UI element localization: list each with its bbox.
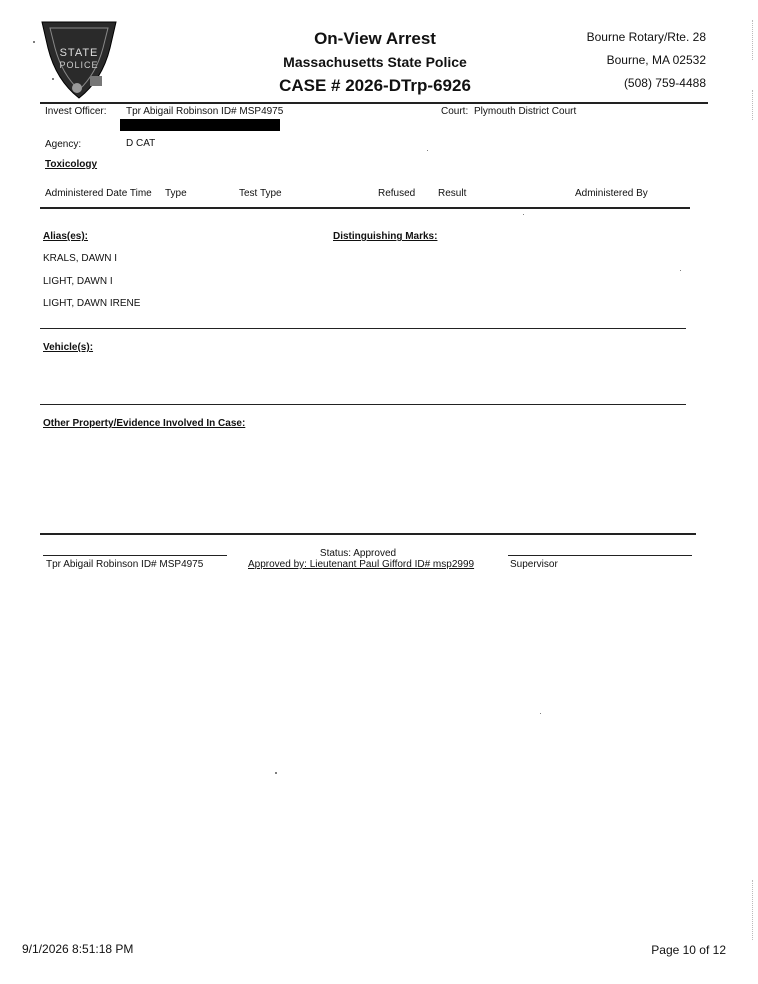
aliases-heading: Alias(es): — [43, 231, 89, 242]
toxicology-divider — [40, 207, 690, 209]
supervisor-signature-line — [508, 555, 692, 556]
other-property-heading: Other Property/Evidence Involved In Case: — [43, 418, 246, 429]
tox-col-type: Type — [165, 188, 187, 199]
scan-edge-mark — [752, 20, 754, 60]
tox-col-test-type: Test Type — [239, 188, 282, 199]
tox-col-administered-by: Administered By — [575, 188, 648, 199]
agency-label: Agency: — [45, 139, 82, 150]
alias-item: LIGHT, DAWN I — [43, 276, 113, 287]
report-title: On-View Arrest — [314, 29, 436, 48]
scan-speck — [427, 150, 428, 151]
scan-edge-mark — [752, 90, 754, 120]
scan-speck — [540, 713, 541, 714]
invest-officer-value: Tpr Abigail Robinson ID# MSP4975 — [126, 106, 284, 117]
state-police-seal-icon — [40, 18, 118, 100]
approval-status: Status: Approved — [319, 548, 397, 559]
aliases-divider — [40, 328, 686, 329]
approved-by: Approved by: Lieutenant Paul Gifford ID# msp2999 — [248, 559, 475, 570]
officer-signature-line — [43, 555, 227, 556]
scan-speck — [52, 78, 54, 80]
agency-value: D CAT — [126, 138, 156, 149]
header-divider — [40, 102, 708, 104]
print-timestamp: 9/1/2026 8:51:18 PM — [22, 942, 134, 956]
court-label: Court: — [441, 106, 469, 117]
address-line2: Bourne, MA 02532 — [606, 53, 706, 67]
scan-speck — [275, 772, 277, 774]
property-divider — [40, 533, 696, 535]
court-value: Plymouth District Court — [474, 106, 577, 117]
tox-col-refused: Refused — [378, 188, 416, 199]
tox-col-result: Result — [438, 188, 467, 199]
alias-item: KRALS, DAWN I — [43, 253, 118, 264]
seal-text-bottom: POLICE — [59, 60, 99, 70]
page-number: Page 10 of 12 — [651, 943, 726, 957]
supervisor-label: Supervisor — [510, 559, 558, 570]
toxicology-heading: Toxicology — [45, 159, 98, 170]
seal-text-top: STATE — [59, 47, 99, 59]
tox-col-administered-date-time: Administered Date Time — [45, 188, 152, 199]
scan-speck — [523, 214, 524, 215]
alias-item: LIGHT, DAWN IRENE — [43, 298, 141, 309]
scan-speck — [33, 41, 35, 43]
case-number: CASE # 2026-DTrp-6926 — [279, 76, 471, 95]
officer-signature-name: Tpr Abigail Robinson ID# MSP4975 — [46, 559, 204, 570]
agency-name: Massachusetts State Police — [283, 54, 467, 70]
vehicles-heading: Vehicle(s): — [43, 342, 94, 353]
address-line1: Bourne Rotary/Rte. 28 — [586, 30, 706, 44]
distinguishing-marks-heading: Distinguishing Marks: — [333, 231, 438, 242]
vehicles-divider — [40, 404, 686, 405]
scan-speck — [680, 270, 681, 271]
scan-edge-mark — [752, 880, 754, 940]
invest-officer-label: Invest Officer: — [45, 106, 107, 117]
redaction-bar — [120, 119, 280, 131]
phone-number: (508) 759-4488 — [623, 76, 706, 90]
